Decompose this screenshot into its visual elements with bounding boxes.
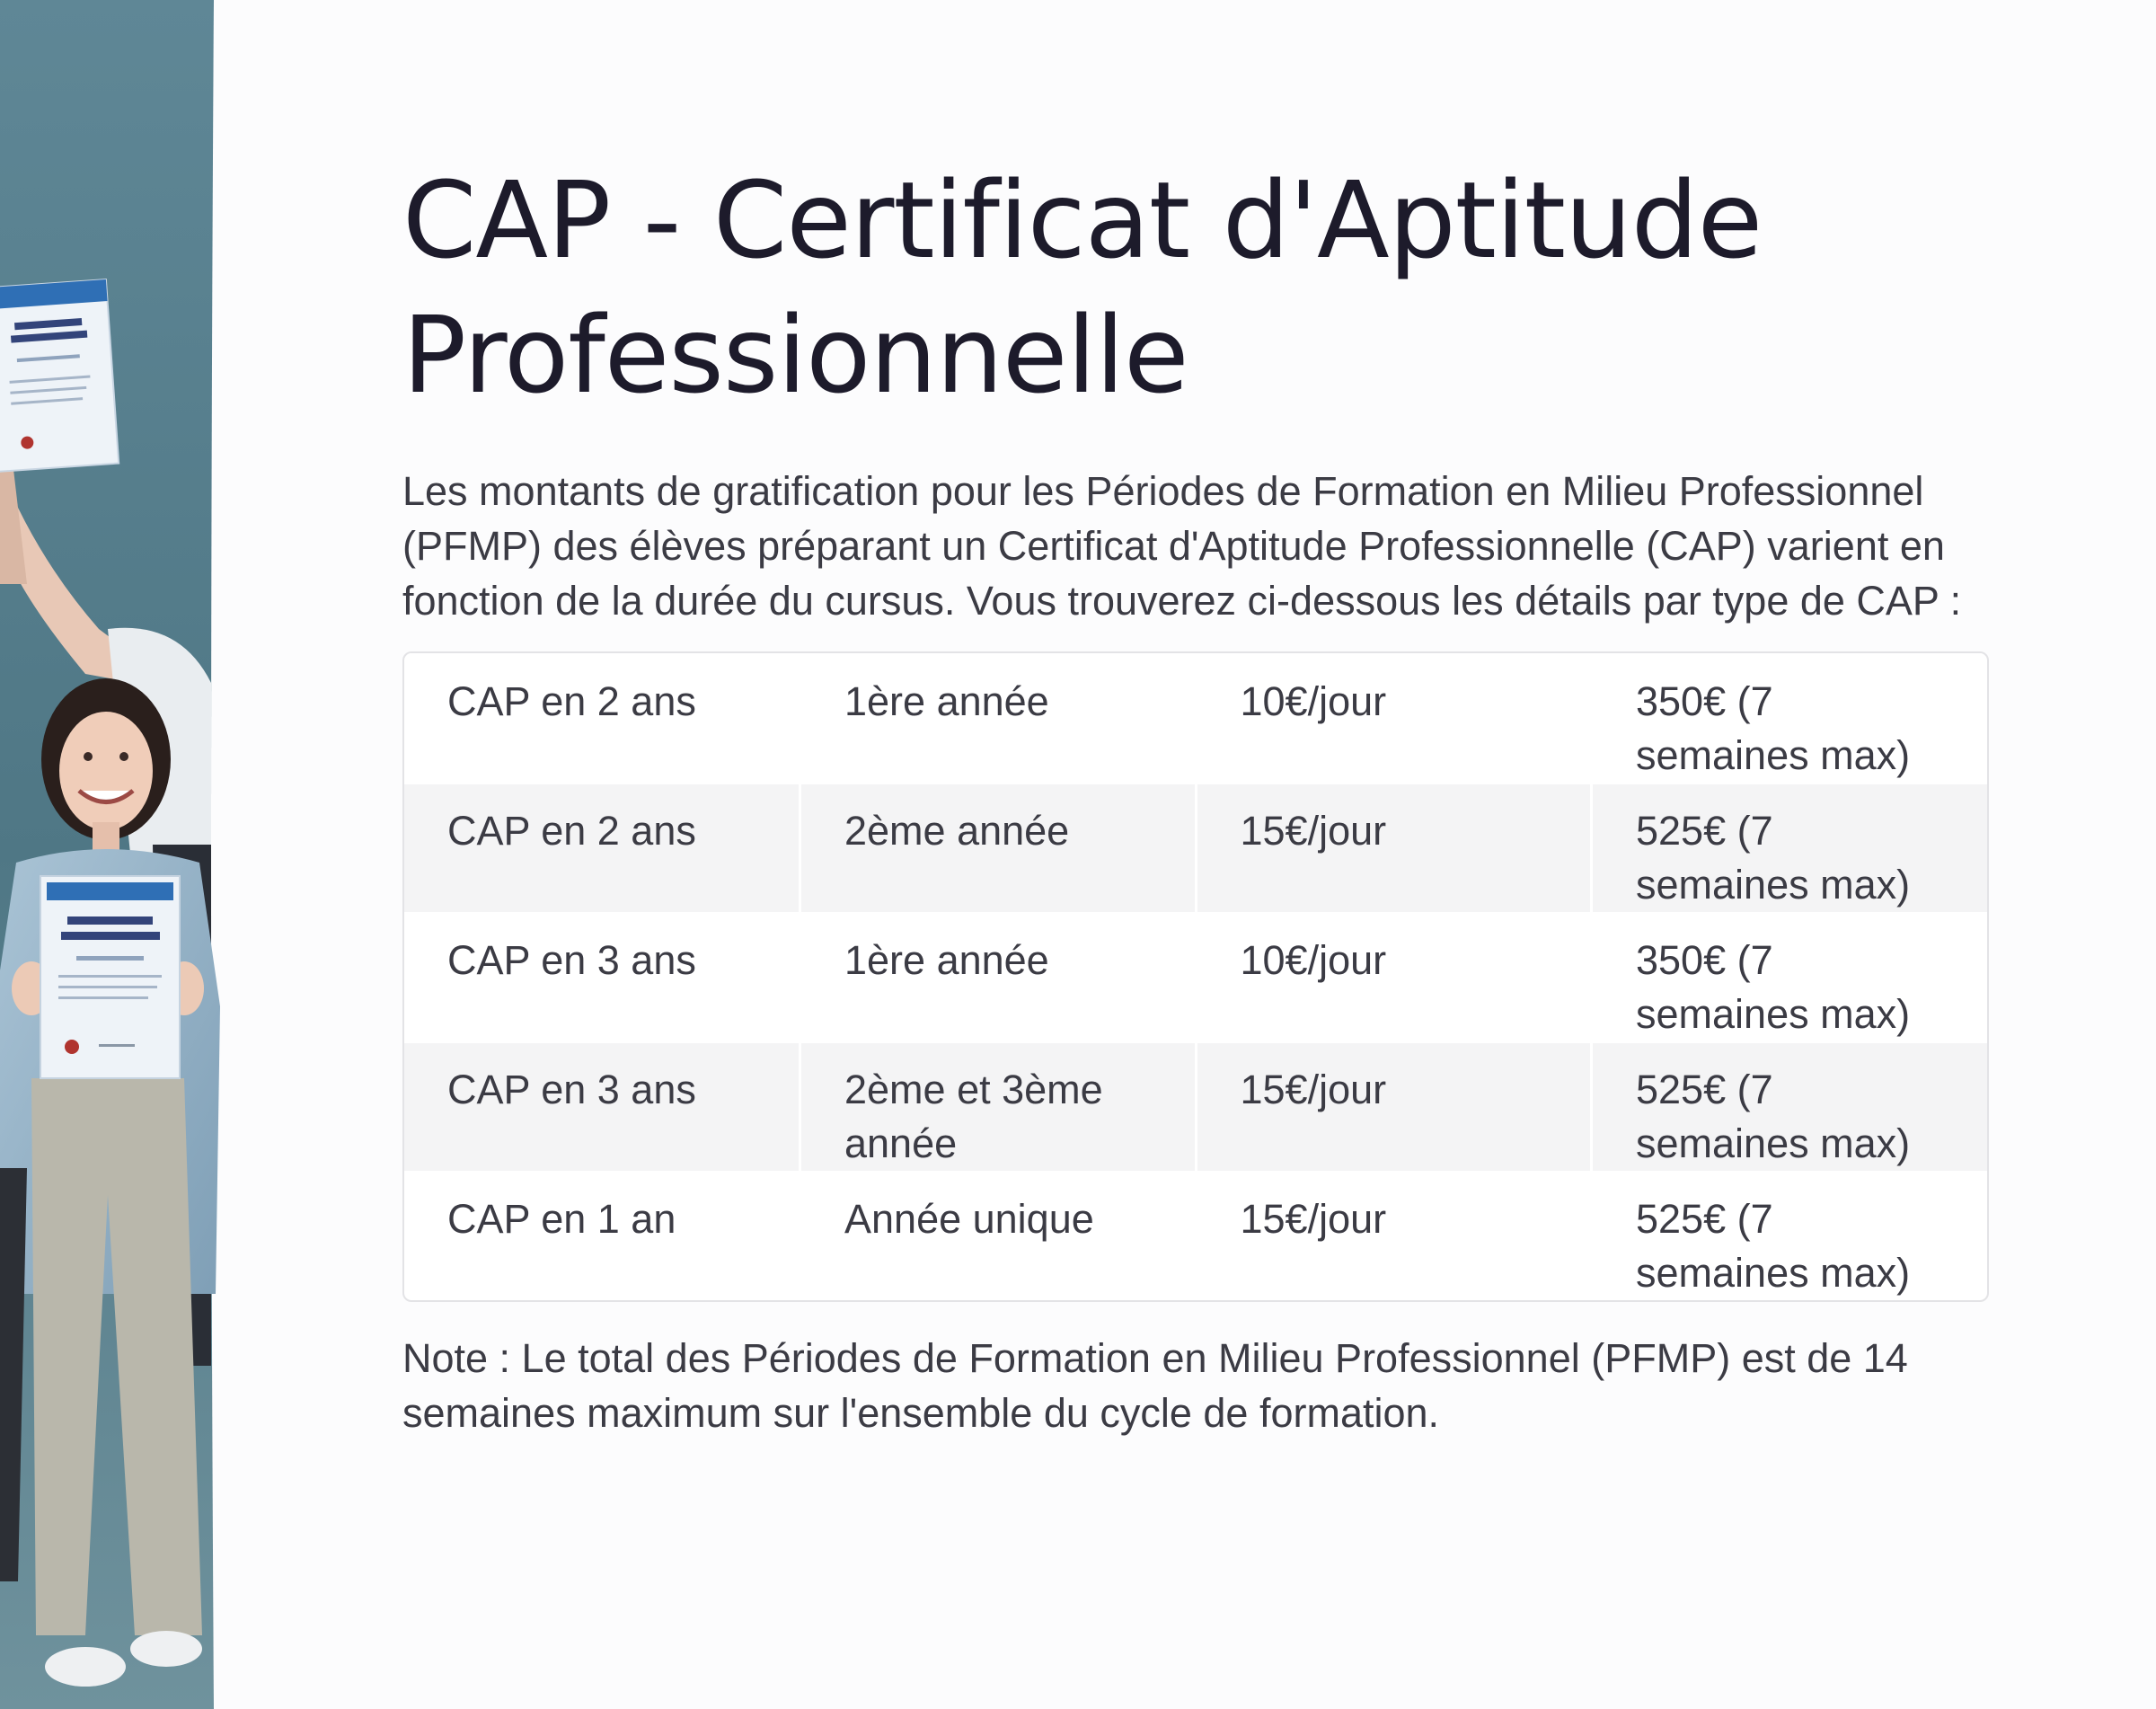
footnote: Note : Le total des Périodes de Formation en Milieu Professionnel (PFMP) est de 14 semaines maximum sur l'ensemble du cycle de formation.	[402, 1335, 1908, 1436]
table-row	[404, 1042, 1987, 1172]
daily-rate-cell: 15€/jour	[1196, 784, 1592, 913]
table-row	[404, 654, 1987, 784]
table-row	[404, 1172, 1987, 1300]
intro-paragraph: Les montants de gratification pour les Périodes de Formation en Milieu Professionnel (PFMP) des élèves préparant un Certificat d'Aptitude Professionnelle (CAP) varient en fonction de la durée du cursus. Vous trouverez ci-dessous les détails par type de CAP :	[402, 468, 1962, 624]
students-certificates-photo	[0, 0, 229, 1709]
cap-type-cell: CAP en 3 ans	[404, 1042, 800, 1172]
daily-rate-cell: 15€/jour	[1196, 1172, 1592, 1300]
side-photo	[0, 0, 229, 1709]
gratification-table	[402, 651, 1989, 1302]
year-cell: 2ème année	[800, 784, 1197, 913]
table-row	[404, 913, 1987, 1042]
year-cell: 2ème et 3ème année	[800, 1042, 1197, 1172]
max-amount-cell: 350€ (7 semaines max)	[1592, 913, 1988, 1042]
daily-rate-cell: 10€/jour	[1196, 654, 1592, 784]
content-area	[402, 153, 1989, 1440]
table-row	[404, 784, 1987, 913]
daily-rate-cell: 15€/jour	[1196, 1042, 1592, 1172]
cap-type-cell: CAP en 3 ans	[447, 937, 696, 983]
max-amount-cell: 525€ (7 semaines max)	[1592, 784, 1988, 913]
cap-type-cell: CAP en 2 ans	[404, 784, 800, 913]
max-amount-cell: 525€ (7 semaines max)	[1592, 1042, 1988, 1172]
year-cell: Année unique	[800, 1172, 1197, 1300]
max-amount-cell: 525€ (7 semaines max)	[1592, 1172, 1988, 1300]
cap-type-cell: CAP en 1 an	[447, 1196, 676, 1242]
year-cell: 1ère année	[800, 654, 1197, 784]
year-cell: 1ère année	[800, 913, 1197, 1042]
max-amount-cell: 350€ (7 semaines max)	[1592, 654, 1988, 784]
daily-rate-cell: 10€/jour	[1196, 913, 1592, 1042]
page-title: CAP - Certificat d'Aptitude Professionnelle	[402, 158, 1763, 417]
cap-type-cell: CAP en 2 ans	[447, 678, 696, 724]
